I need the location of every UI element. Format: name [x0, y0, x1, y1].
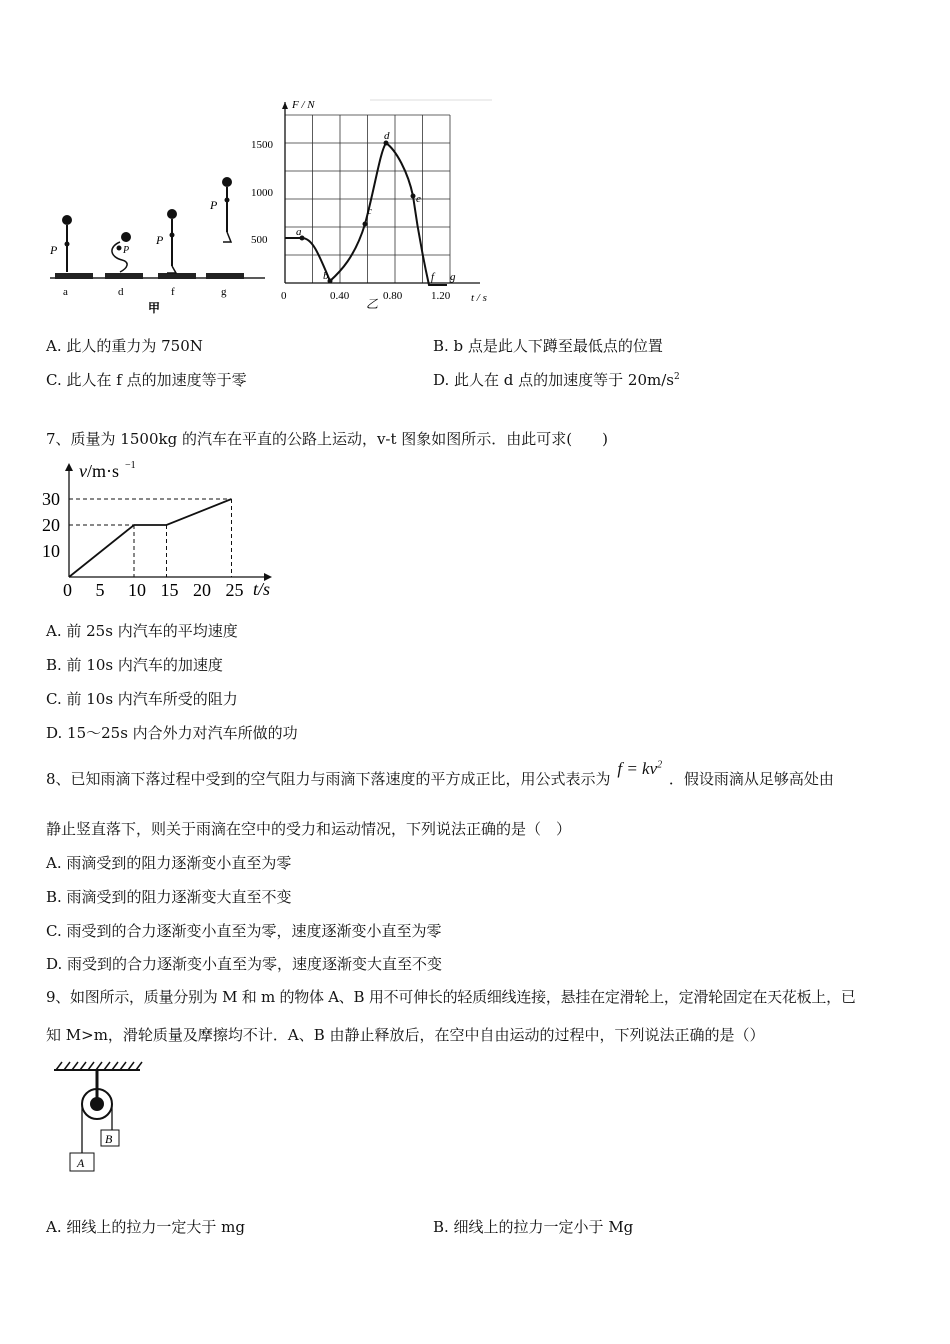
- q9-stem-line2: 知 M>m，滑轮质量及摩擦均不计．A、B 由静止释放后，在空中自由运动的过程中，下列说法正确的是（）: [46, 1026, 765, 1044]
- yi-point-a: a: [296, 226, 302, 238]
- yi-point-d: d: [384, 130, 390, 142]
- person-d-head: [121, 232, 131, 242]
- q8-option-b[interactable]: B. 雨滴受到的阻力逐渐变大直至不变: [46, 888, 292, 906]
- q7-option-a[interactable]: A. 前 25s 内汽车的平均速度: [46, 622, 238, 640]
- caption-yi: 乙: [366, 297, 379, 311]
- block-a-label: A: [77, 1156, 85, 1170]
- q6-option-b[interactable]: B. b 点是此人下蹲至最低点的位置: [433, 337, 663, 355]
- label-p-d: P: [123, 245, 130, 256]
- label-p-a: P: [50, 243, 58, 257]
- label-p-g: P: [210, 198, 218, 212]
- label-f: f: [171, 286, 175, 298]
- q9-option-b[interactable]: B. 细线上的拉力一定小于 Mg: [433, 1218, 634, 1236]
- q7-xlabel: t/s: [253, 579, 271, 599]
- yi-ytick-500: 500: [251, 234, 268, 246]
- yi-point-g: g: [450, 271, 456, 283]
- yi-xtick-120: 1.20: [431, 290, 451, 302]
- label-g: g: [221, 286, 227, 298]
- q6-option-d-sup: 2: [674, 372, 680, 382]
- q7-velocity-line: [69, 499, 232, 577]
- yi-xtick-0: 0: [281, 290, 287, 302]
- pulley-axle: [90, 1097, 104, 1111]
- q6-option-d-text: D. 此人在 d 点的加速度等于 20m/s: [433, 371, 674, 389]
- yi-xtick-080: 0.80: [383, 290, 403, 302]
- yi-point-e: e: [416, 193, 421, 205]
- q7-option-b[interactable]: B. 前 10s 内汽车的加速度: [46, 656, 223, 674]
- q6-option-d[interactable]: [433, 369, 680, 390]
- scale-g: [206, 273, 244, 279]
- q7-xtick-10: 10: [128, 580, 146, 600]
- q7-xtick-5: 5: [95, 580, 105, 600]
- q9-stem-line1: 9、如图所示，质量分别为 M 和 m 的物体 A、B 用不可伸长的轻质细线连接，悬挂在定滑轮上，定滑轮固定在天花板上，已: [46, 988, 856, 1006]
- label-a: a: [63, 286, 68, 298]
- figure-yi: [251, 99, 492, 311]
- caption-jia: 甲: [148, 301, 161, 315]
- label-p-f: P: [156, 233, 164, 247]
- q7-vt-chart: [36, 455, 296, 605]
- yi-ytick-1500: 1500: [251, 139, 273, 151]
- q6-option-a[interactable]: A. 此人的重力为 750N: [46, 337, 203, 355]
- q7-option-c[interactable]: C. 前 10s 内汽车所受的阻力: [46, 690, 238, 708]
- q8-formula: [617, 759, 662, 778]
- yi-xlabel: t / s: [471, 292, 487, 304]
- q7-xtick-0: 0: [63, 580, 72, 600]
- q8-stem-part1: 8、已知雨滴下落过程中受到的空气阻力与雨滴下落速度的平方成正比，用公式表示为: [46, 770, 611, 788]
- q6-option-c[interactable]: C. 此人在 f 点的加速度等于零: [46, 371, 247, 389]
- yi-point-c: c: [367, 205, 372, 217]
- label-d: d: [118, 286, 124, 298]
- q8-stem-part2: ．假设雨滴从足够高处由: [668, 770, 834, 788]
- figure-jia: [49, 177, 265, 315]
- q7-ylabel: v/m·s: [79, 461, 120, 481]
- q8-option-a[interactable]: A. 雨滴受到的阻力逐渐变小直至为零: [46, 854, 292, 872]
- q7-xtick-20: 20: [193, 580, 211, 600]
- q7-ytick-10: 10: [42, 541, 60, 561]
- person-a-head: [62, 215, 72, 225]
- q9-pulley-figure: [50, 1060, 150, 1180]
- q8-option-d[interactable]: D. 雨受到的合力逐渐变小直至为零，速度逐渐变大直至不变: [46, 955, 443, 973]
- person-f-head: [167, 209, 177, 219]
- yi-grid: [285, 115, 450, 283]
- q6-figures: [40, 92, 510, 317]
- person-g-head: [222, 177, 232, 187]
- q8-option-c[interactable]: C. 雨受到的合力逐渐变小直至为零，速度逐渐变小直至为零: [46, 922, 442, 940]
- yi-xtick-040: 0.40: [330, 290, 350, 302]
- q8-stem-line2: 静止竖直落下，则关于雨滴在空中的受力和运动情况，下列说法正确的是（ ）: [46, 820, 572, 838]
- q7-marks: [42, 489, 244, 600]
- scale-f: [158, 273, 196, 279]
- q7-stem: 7、质量为 1500kg 的汽车在平直的公路上运动，v-t 图象如图所示．由此可求( ): [46, 430, 608, 448]
- q7-xtick-25: 25: [225, 580, 244, 600]
- yi-point-b: b: [323, 270, 329, 282]
- block-b-label: B: [105, 1132, 113, 1146]
- ceiling-hatch: [56, 1062, 142, 1070]
- q7-ytick-20: 20: [42, 515, 60, 535]
- q7-axes: [65, 460, 272, 599]
- q7-ylabel-sup: −1: [125, 460, 136, 471]
- yi-point-f: f: [431, 271, 435, 283]
- q8-formula-sup: 2: [657, 759, 663, 771]
- q8-formula-text: f = kv: [617, 759, 658, 778]
- q7-xtick-15: 15: [160, 580, 179, 600]
- scale-a: [55, 273, 93, 279]
- q8-stem-line1: [46, 759, 834, 789]
- q7-option-d[interactable]: D. 15～25s 内合外力对汽车所做的功: [46, 724, 298, 742]
- q7-ytick-30: 30: [42, 489, 60, 509]
- scale-d: [105, 273, 143, 279]
- yi-ytick-1000: 1000: [251, 187, 273, 199]
- q9-option-a[interactable]: A. 细线上的拉力一定大于 mg: [46, 1218, 245, 1236]
- yi-ylabel: F / N: [292, 99, 315, 111]
